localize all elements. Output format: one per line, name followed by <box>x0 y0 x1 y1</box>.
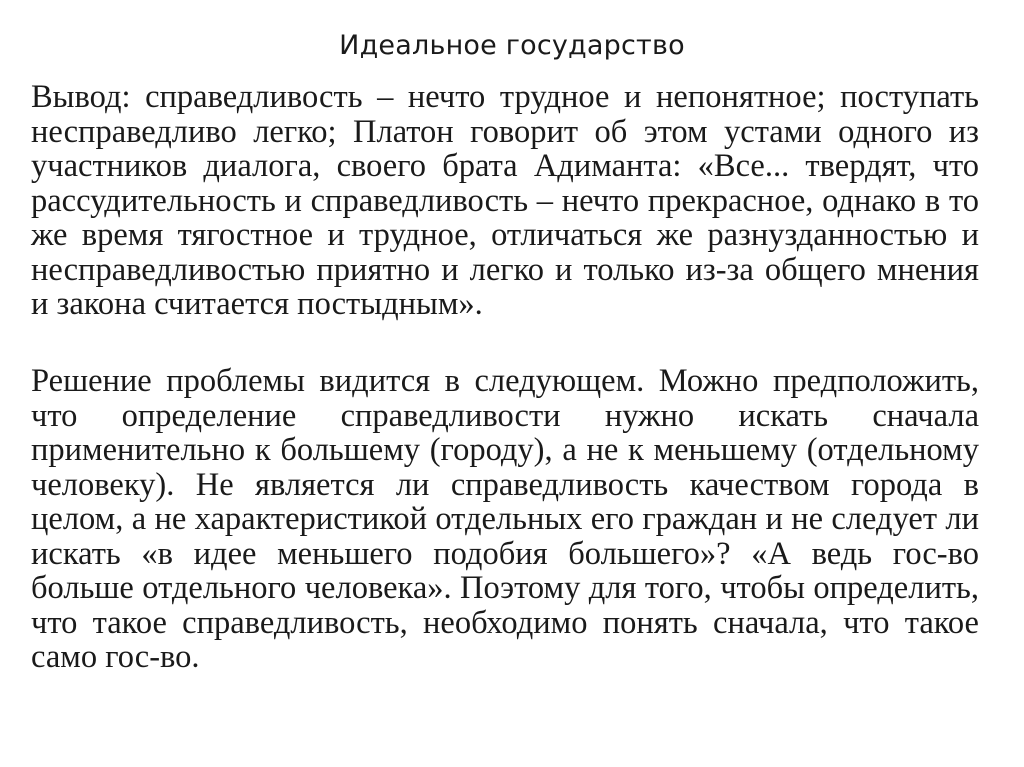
paragraph-conclusion: Вывод: справедливость – нечто трудное и непонятное; поступать несправедливо легко; Платон говорит об этом устами одного из участников диалога, своего брата Адиманта: «Все... твердят, что рассудительность и справедливость – нечто прекрасное, однако в то же время тягостное и трудное, отличаться же разнузданностью и несправедливостью приятно и легко и только из-за общего мнения и закона считается постыдным». <box>31 79 979 322</box>
slide-title: Идеальное государство <box>339 30 685 61</box>
paragraph-solution: Решение проблемы видится в следующем. Можно предположить, что определение справедливости нужно искать сначала применительно к большему (городу), а не к меньшему (отдельному человеку). Не является ли справедливость качеством города в целом, а не характеристикой отдельных его граждан и не следует ли искать «в идее меньшего подобия большего»? «А ведь гос-во больше отдельного человека». Поэтому для того, чтобы определить, что такое справедливость, необходимо понять сначала, что такое само гос-во. <box>31 363 979 675</box>
